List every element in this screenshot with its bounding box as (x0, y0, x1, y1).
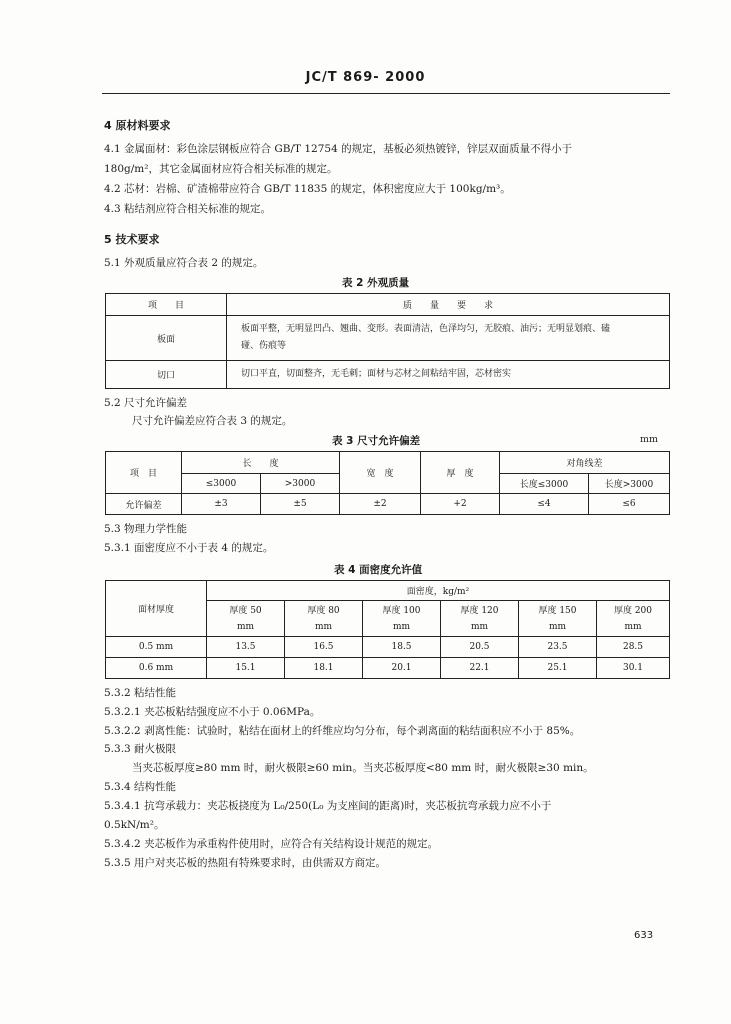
clause-5-2-text: 尺寸允许偏差应符合表 3 的规定。 (132, 415, 293, 427)
col-header-unit: mm (236, 621, 255, 632)
table-4-row-label: 0.6 mm (106, 658, 207, 679)
table-4-col-header (519, 601, 597, 637)
table-4-caption: 表 4 面密度允许值 (334, 564, 423, 576)
surface-requirement-line-1: 板面平整，无明显凹凸、翘曲、变形。表面清洁，色泽均匀，无胶痕、油污；无明显划痕、磕 (241, 324, 611, 334)
table-3-cell-diagonal-1: ≤4 (500, 494, 589, 515)
table-3-cell-thickness: +2 (421, 494, 500, 515)
clause-4-1: 4.1 金属面材：彩色涂层钢板应符合 GB/T 12754 的规定，基板必须热镀锌，锌层双面质量不得小于 (104, 143, 573, 155)
table-4-col-header (597, 601, 670, 637)
col-header-unit: mm (314, 621, 333, 632)
table-3-header-length-1: ≤3000 (182, 474, 261, 494)
table-cell: 20.1 (363, 658, 441, 679)
clause-5-1: 5.1 外观质量应符合表 2 的规定。 (104, 257, 264, 269)
clause-5-3-1: 5.3.1 面密度应不小于表 4 的规定。 (104, 542, 274, 554)
col-header-thickness: 厚度 150 (538, 605, 577, 616)
table-3-cell-length-2: ±5 (261, 494, 340, 515)
clause-5-3-4-2: 5.3.4.2 夹芯板作为承重构件使用时，应符合有关结构设计规范的规定。 (104, 838, 439, 850)
clause-5-3-2-1: 5.3.2.1 夹芯板粘结强度应不小于 0.06MPa。 (104, 706, 321, 718)
table-row (106, 658, 670, 679)
clause-5-3-4-1-cont: 0.5kN/m²。 (104, 819, 165, 831)
table-3-cell-diagonal-2: ≤6 (589, 494, 670, 515)
table-4-header-face: 面材厚度 (106, 581, 207, 637)
table-3-header-diagonal-1: 长度≤3000 (500, 474, 589, 494)
table-3-header-length: 长 度 (182, 452, 340, 474)
col-header-unit: mm (548, 621, 567, 632)
page-number: 633 (634, 930, 654, 941)
table-3-cell-width: ±2 (340, 494, 421, 515)
col-header-thickness: 厚度 200 (613, 605, 653, 616)
table-cell: 25.1 (519, 658, 597, 679)
table-3-header-width: 宽 度 (340, 452, 421, 494)
clause-4-2: 4.2 芯材：岩棉、矿渣棉带应符合 GB/T 11835 的规定，体积密度应大于 100kg/m³。 (104, 183, 511, 195)
col-header-unit: mm (392, 621, 411, 632)
col-header-thickness: 厚度 80 (307, 605, 340, 616)
clause-4-3: 4.3 粘结剂应符合相关标准的规定。 (104, 203, 272, 215)
col-header-thickness: 厚度 100 (382, 605, 421, 616)
table-cell: 16.5 (285, 637, 363, 658)
surface-requirement-line-2: 碰、伤痕等 (241, 341, 287, 351)
col-header-unit: mm (470, 621, 489, 632)
clause-5-3-3-text: 当夹芯板厚度≥80 mm 时，耐火极限≥60 min。当夹芯板厚度<80 mm 时，耐火极限≥30 min。 (132, 762, 594, 774)
table-cell: 30.1 (597, 658, 670, 679)
table-2-row-surface-requirement (227, 316, 670, 361)
header-rule (102, 93, 670, 94)
table-cell: 28.5 (597, 637, 670, 658)
clause-5-2: 5.2 尺寸允许偏差 (104, 397, 188, 409)
table-3-header-item: 项 目 (106, 452, 182, 494)
table-4-col-header (207, 601, 285, 637)
table-2-row-cut-label: 切口 (106, 361, 227, 389)
clause-5-3-2: 5.3.2 粘结性能 (104, 687, 177, 699)
table-2-row-cut-requirement: 切口平直，切面整齐，无毛刺；面材与芯材之间粘结牢固，芯材密实 (227, 361, 670, 389)
table-4-col-header (285, 601, 363, 637)
section-4-heading: 4 原材料要求 (104, 119, 171, 132)
table-4-col-header (441, 601, 519, 637)
table-2-header-item: 项 目 (106, 294, 227, 316)
clause-5-3-3: 5.3.3 耐火极限 (104, 743, 177, 755)
table-cell: 18.1 (285, 658, 363, 679)
table-3 (105, 451, 670, 515)
table-4 (105, 580, 670, 679)
table-cell: 20.5 (441, 637, 519, 658)
table-3-header-diagonal-2: 长度>3000 (589, 474, 670, 494)
table-3-header-thickness: 厚 度 (421, 452, 500, 494)
section-5-heading: 5 技术要求 (104, 233, 160, 246)
table-4-header-density: 面密度，kg/m² (207, 581, 670, 601)
table-3-caption: 表 3 尺寸允许偏差 (332, 435, 421, 447)
clause-5-3-4-1: 5.3.4.1 抗弯承载力：夹芯板挠度为 L₀/250(L₀ 为支座间的距离)时，夹芯板抗弯承载力应不小于 (104, 800, 552, 812)
table-4-col-header (363, 601, 441, 637)
table-cell: 13.5 (207, 637, 285, 658)
table-3-header-diagonal: 对角线差 (500, 452, 670, 474)
table-2 (105, 293, 670, 389)
table-row (106, 637, 670, 658)
table-2-caption: 表 2 外观质量 (342, 277, 410, 289)
table-cell: 22.1 (441, 658, 519, 679)
table-cell: 23.5 (519, 637, 597, 658)
table-cell: 18.5 (363, 637, 441, 658)
clause-5-3-4: 5.3.4 结构性能 (104, 781, 177, 793)
clause-4-1-cont: 180g/m²，其它金属面材应符合相关标准的规定。 (104, 163, 338, 175)
clause-5-3-2-2: 5.3.2.2 剥离性能：试验时，粘结在面材上的纤维应均匀分布，每个剥离面的粘结面积应不小于 85%。 (104, 725, 581, 737)
table-2-row-surface-label: 板面 (106, 316, 227, 361)
table-3-header-length-2: >3000 (261, 474, 340, 494)
col-header-unit: mm (624, 621, 642, 632)
table-3-row-label: 允许偏差 (106, 494, 182, 515)
col-header-thickness: 厚度 120 (460, 605, 499, 616)
table-3-cell-length-1: ±3 (182, 494, 261, 515)
standard-header: JC/T 869- 2000 (305, 70, 426, 85)
clause-5-3-5: 5.3.5 用户对夹芯板的热阻有特殊要求时，由供需双方商定。 (104, 857, 387, 869)
col-header-thickness: 厚度 50 (229, 605, 262, 616)
table-2-header-requirement: 质 量 要 求 (227, 294, 670, 316)
clause-5-3: 5.3 物理力学性能 (104, 523, 188, 535)
table-cell: 15.1 (207, 658, 285, 679)
table-3-unit: mm (640, 434, 659, 445)
table-4-row-label: 0.5 mm (106, 637, 207, 658)
